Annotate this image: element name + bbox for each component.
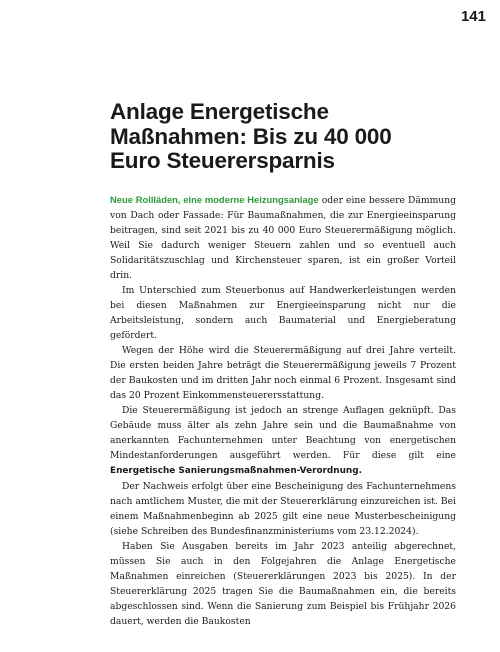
page-title-line-2: Maßnahmen: Bis zu 40 000 (110, 123, 392, 149)
page-number: 141 (460, 8, 486, 25)
page-title (110, 100, 480, 174)
paragraph-3: Wegen der Höhe wird die Steuerermäßigung auf drei Jahre verteilt. Die ersten beiden Jahre beträgt die Steuerermäßigung jeweils 7 Prozent der Baukosten und im dritten Jahr noch einmal 6 Prozent. Insgesamt sind das 20 Prozent Einkommensteuerersstattung. (110, 345, 456, 401)
lead-text: Neue Rollläden, eine moderne Heizungsanlage (110, 194, 319, 205)
paragraph-6: Haben Sie Ausgaben bereits im Jahr 2023 anteilig abgerechnet, müssen Sie auch in den Folgejahren die Anlage Energetische Maßnahmen einreichen (Steuererklärungen 2023 bis 2025). In der Steuererklärung 2025 tragen Sie die Baumaßnahmen ein, die bereits abgeschlossen sind. Wenn die Sanierung zum Beispiel bis Frühjahr 2026 dauert, werden die Baukosten (110, 541, 456, 627)
paragraph-5: Der Nachweis erfolgt über eine Bescheinigung des Fachunternehmens nach amtlichem Muster, die mit der Steuererklärung einzureichen ist. Bei einem Maßnahmenbeginn ab 2025 gilt eine neue Musterbescheinigung (siehe Schreiben des Bundesfinanzministeriums vom 23.12.2024). (110, 481, 456, 537)
paragraph-4-text: Die Steuerermäßigung ist jedoch an strenge Auflagen geknüpft. Das Gebäude muss älter als zehn Jahre sein und die Baumaßnahme von anerkannten Fachunternehmen unter Beachtung von energetischen Mindestanforderungen ausgeführt werden. Für diese gilt eine (110, 405, 456, 461)
page-title-line-3: Euro Steuerersparnis (110, 148, 335, 173)
paragraph-1-text: oder eine bessere Dämmung von Dach oder Fassade: Für Baumaßnahmen, die zur Energieeinsparung beitragen, sind seit 2021 bis zu 40 000 Euro Steuerermäßigung möglich. Weil Sie dadurch weniger Steuern zahlen und so eventuell auch Solidaritätszuschlag und Kirchensteuer sparen, ist ein großer Vorteil drin. (110, 195, 456, 281)
paragraph-2: Im Unterschied zum Steuerbonus auf Handwerkerleistungen werden bei diesen Maßnahmen zur Energieeinsparung nicht nur die Arbeitsleistung, sondern auch Baumaterial und Energieberatung gefördert. (110, 285, 456, 341)
page-title-line-1: Anlage Energetische (110, 99, 329, 124)
body-text (110, 192, 456, 629)
regulation-term: Energetische Sanierungsmaßnahmen-Verordnung. (110, 466, 362, 476)
paragraph-4 (110, 403, 456, 479)
paragraph-1 (110, 192, 456, 283)
